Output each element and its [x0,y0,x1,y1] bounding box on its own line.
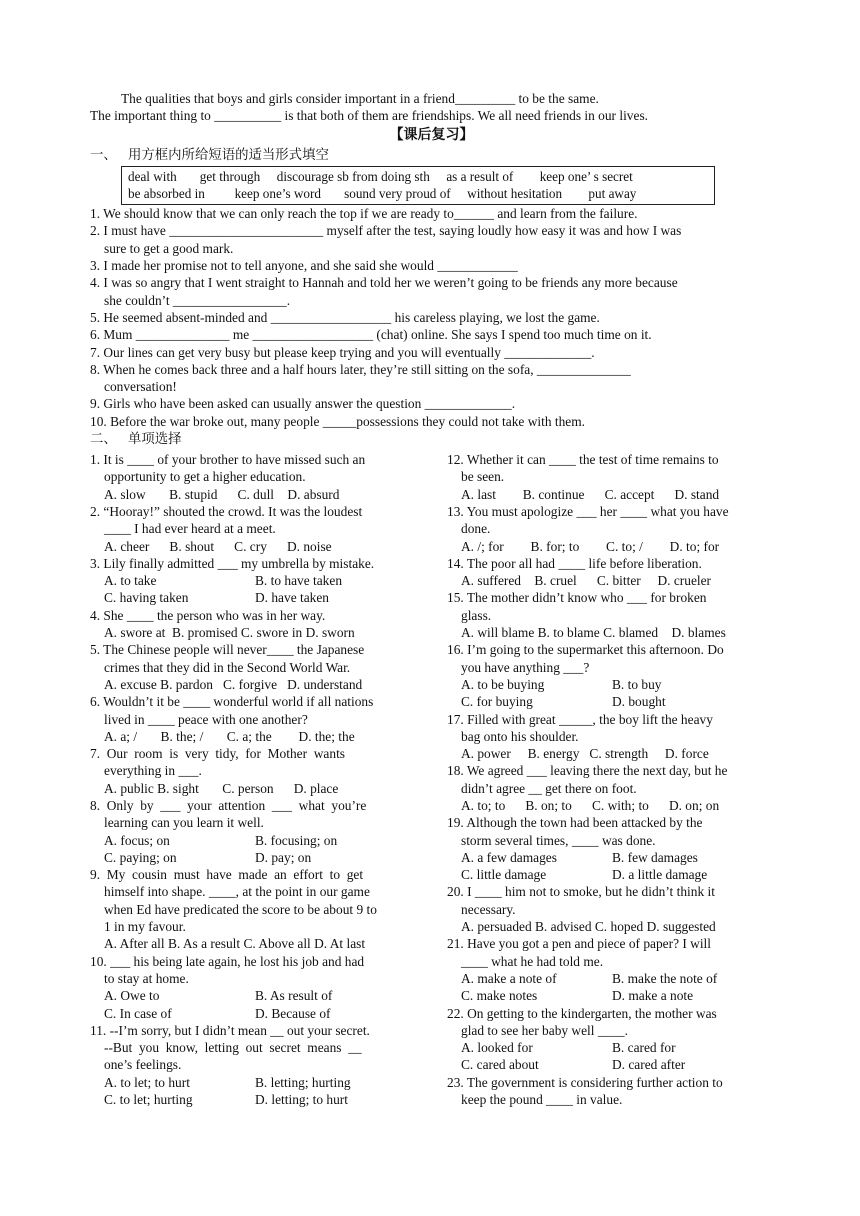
answer-options: A. last B. continue C. accept D. stand [461,486,720,502]
choice-question [447,1074,773,1109]
answer-option: C. to let; hurting [104,1092,193,1108]
fill-question [90,344,773,361]
question-stem: 4. She ____ the person who was in her way. [90,607,326,623]
answer-option: A. make a note of [461,970,557,986]
answer-option-row [90,832,416,849]
answer-options: A. /; for B. for; to C. to; / D. to; for [461,538,720,554]
answer-options: A. will blame B. to blame C. blamed D. blames [461,625,726,641]
answer-option-row [90,1091,416,1108]
question-stem: 8. Only by ___ your attention ___ what you’re [90,797,367,813]
fill-question [90,205,773,222]
answer-options: A. suffered B. cruel C. bitter D. crueler [461,573,712,589]
intro-line-2: The important thing to __________ is that both of them are friendships. We all need friends in our lives. [90,108,648,124]
answer-option: C. cared about [461,1057,539,1073]
choice-question [90,451,416,503]
page-title: 【课后复习】 [389,126,474,143]
answer-option: B. focusing; on [255,832,338,848]
question-stem: didn’t agree __ get there on foot. [461,780,637,796]
answer-option: B. to buy [612,676,662,692]
fill-question [90,395,773,412]
answer-options: A. public B. sight C. person D. place [104,780,339,796]
choice-question [447,589,773,641]
fill-question-text: 3. I made her promise not to tell anyone, and she said she would ____________ [90,258,518,274]
question-stem: storm several times, ____ was done. [461,832,656,848]
answer-option: C. make notes [461,988,538,1004]
question-stem: opportunity to get a higher education. [104,469,306,485]
answer-option: C. for buying [461,694,533,710]
choice-question [90,555,416,607]
question-stem: bag onto his shoulder. [461,728,579,744]
phrase: without hesitation [467,185,563,201]
fill-question-text: 9. Girls who have been asked can usually answer the question _____________. [90,396,516,412]
choice-columns [90,451,773,1108]
choice-question [447,762,773,814]
question-stem: 9. My cousin must have made an effort to get [90,867,364,883]
choice-question [447,883,773,935]
answer-option-row [90,987,416,1004]
fill-question-continuation: she couldn’t _________________. [104,292,291,308]
choice-question [447,555,773,590]
fill-question-continuation: conversation! [104,379,177,395]
answer-option: C. In case of [104,1005,172,1021]
answer-option: D. have taken [255,590,329,606]
phrase: deal with [128,168,177,184]
answer-options: A. cheer B. shout C. cry D. noise [104,538,332,554]
answer-option: A. to take [104,573,157,589]
phrase: be absorbed in [128,185,205,201]
answer-option-row [447,866,773,883]
worksheet-page [90,90,773,1108]
question-stem: one’s feelings. [104,1057,182,1073]
question-stem: to stay at home. [104,970,189,986]
choice-question [90,1022,416,1108]
answer-option: B. make the note of [612,970,718,986]
section1-heading [90,146,773,166]
fill-in-list [90,205,773,430]
question-stem: crimes that they did in the Second World War. [104,659,351,675]
phrase: discourage sb from doing sth [276,168,430,184]
answer-option: D. bought [612,694,666,710]
fill-question [90,326,773,343]
question-stem: 14. The poor all had ____ life before liberation. [447,555,702,571]
choice-question [90,745,416,797]
question-stem: 12. Whether it can ____ the test of time remains to [447,452,719,468]
question-stem: 5. The Chinese people will never____ the Japanese [90,642,365,658]
fill-question-text: 8. When he comes back three and a half hours later, they’re still sitting on the sofa, ______________ [90,361,631,377]
question-stem: when Ed have predicated the score to be about 9 to [104,901,377,917]
fill-question [90,257,773,274]
choice-question [90,953,416,1022]
question-stem: 17. Filled with great _____, the boy lift the heavy [447,711,713,727]
section1-title: 用方框内所给短语的适当形式填空 [128,147,329,163]
question-stem: 6. Wouldn’t it be ____ wonderful world if all nations [90,694,374,710]
question-stem: 23. The government is considering further action to [447,1074,723,1090]
answer-option: A. looked for [461,1040,533,1056]
choice-question [447,1005,773,1074]
answer-option-row [90,572,416,589]
fill-question [90,361,773,396]
question-stem: learning can you learn it well. [104,815,264,831]
question-stem: himself into shape. ____, at the point in our game [104,884,370,900]
answer-option: D. make a note [612,988,694,1004]
answer-option: B. letting; hurting [255,1074,351,1090]
section2-title: 单项选择 [128,432,182,448]
answer-option: D. letting; to hurt [255,1092,348,1108]
answer-option-row [447,987,773,1004]
choice-question [447,935,773,1004]
question-stem: lived in ____ peace with one another? [104,711,308,727]
question-stem: be seen. [461,469,505,485]
answer-option: A. focus; on [104,832,170,848]
phrase: put away [588,185,637,201]
fill-question [90,309,773,326]
question-stem: 1 in my favour. [104,919,186,935]
answer-option: A. to let; to hurt [104,1074,190,1090]
fill-question [90,413,773,430]
question-stem: 16. I’m going to the supermarket this afternoon. Do [447,642,724,658]
phrase: keep one’s word [234,185,322,201]
phrase: as a result of [446,168,514,184]
answer-option: B. cared for [612,1040,676,1056]
choice-question [90,607,416,642]
answer-option-row [447,693,773,710]
question-stem: 7. Our room is very tidy, for Mother wants [90,746,346,762]
fill-question-text: 2. I must have _______________________ myself after the test, saying loudly how easy it was and how I was [90,223,682,239]
answer-option-row [447,676,773,693]
question-stem: 15. The mother didn’t know who ___ for broken [447,590,707,606]
question-stem: 20. I ____ him not to smoke, but he didn’t think it [447,884,715,900]
choice-question [90,641,416,693]
question-stem: keep the pound ____ in value. [461,1092,623,1108]
answer-options: A. persuaded B. advised C. hoped D. suggested [461,919,716,935]
question-stem: 22. On getting to the kindergarten, the mother was [447,1005,717,1021]
answer-options: A. slow B. stupid C. dull D. absurd [104,486,340,502]
answer-options: A. power B. energy C. strength D. force [461,746,709,762]
choice-column-left [90,451,416,1108]
section2-heading [90,430,773,450]
fill-question-text: 4. I was so angry that I went straight to Hannah and told her we weren’t going to be friends any more because [90,275,678,291]
section1-number: 一、 [90,147,117,163]
question-stem: done. [461,521,491,537]
question-stem: glass. [461,607,492,623]
fill-question-text: 10. Before the war broke out, many people _____possessions they could not take with them. [90,413,585,429]
answer-option: D. Because of [255,1005,331,1021]
fill-question-text: 6. Mum ______________ me __________________ (chat) online. She says I spend too much time on it. [90,327,652,343]
answer-option: B. to have taken [255,573,343,589]
choice-question [447,503,773,555]
phrase: get through [199,168,261,184]
answer-option: A. a few damages [461,849,557,865]
answer-options: A. After all B. As a result C. Above all D. At last [104,936,366,952]
answer-option: C. having taken [104,590,189,606]
answer-option: D. pay; on [255,849,312,865]
question-stem: you have anything ___? [461,659,590,675]
answer-option-row [90,1005,416,1022]
question-stem: 21. Have you got a pen and piece of paper? I will [447,936,711,952]
answer-option-row [90,849,416,866]
choice-question [90,503,416,555]
answer-options: A. excuse B. pardon C. forgive D. understand [104,676,363,692]
fill-question [90,274,773,309]
answer-option: B. few damages [612,849,698,865]
intro-line-1: The qualities that boys and girls consider important in a friend_________ to be the same. [121,91,599,106]
question-stem: necessary. [461,901,516,917]
answer-option-row [447,970,773,987]
question-stem: ____ I had ever heard at a meet. [104,521,276,537]
choice-question [447,451,773,503]
phrase-box [121,166,715,206]
question-stem: 1. It is ____ of your brother to have missed such an [90,452,366,468]
answer-option: A. Owe to [104,988,160,1004]
question-stem: --But you know, letting out secret means __ [104,1040,362,1056]
phrase: keep one’ s secret [539,168,633,184]
fill-question [90,222,773,257]
question-stem: 10. ___ his being late again, he lost his job and had [90,953,365,969]
answer-option-row [447,1039,773,1056]
answer-option: C. little damage [461,867,547,883]
answer-option: D. cared after [612,1057,686,1073]
choice-question [90,797,416,866]
choice-question [447,641,773,710]
phrase: sound very proud of [344,185,451,201]
phrase-box-row-2 [128,185,708,202]
answer-options: A. to; to B. on; to C. with; to D. on; on [461,797,720,813]
answer-option-row [447,1056,773,1073]
question-stem: 2. “Hooray!” shouted the crowd. It was the loudest [90,503,363,519]
question-stem: 19. Although the town had been attacked by the [447,815,703,831]
question-stem: everything in ___. [104,763,202,779]
answer-option: A. to be buying [461,676,545,692]
fill-question-text: 5. He seemed absent-minded and __________________ his careless playing, we lost the game. [90,309,600,325]
fill-question-continuation: sure to get a good mark. [104,240,234,256]
answer-option-row [90,589,416,606]
choice-column-right [447,451,773,1108]
fill-question-text: 7. Our lines can get very busy but please keep trying and you will eventually _____________. [90,344,595,360]
answer-option: D. a little damage [612,867,708,883]
section2-number: 二、 [90,432,117,448]
answer-option: C. paying; on [104,849,177,865]
choice-question [90,866,416,952]
choice-question [447,814,773,883]
phrase-box-row-1 [128,168,708,185]
answer-option-row [90,1074,416,1091]
question-stem: 13. You must apologize ___ her ____ what you have [447,503,729,519]
question-stem: 18. We agreed ___ leaving there the next day, but he [447,763,728,779]
fill-question-text: 1. We should know that we can only reach the top if we are ready to______ and learn from the failure. [90,206,638,222]
answer-options: A. swore at B. promised C. swore in D. sworn [104,625,355,641]
answer-option-row [447,849,773,866]
question-stem: glad to see her baby well ____. [461,1022,628,1038]
question-stem: 11. --I’m sorry, but I didn’t mean __ out your secret. [90,1022,370,1038]
choice-question [447,711,773,763]
answer-option: B. As result of [255,988,333,1004]
question-stem: ____ what he had told me. [461,953,604,969]
choice-question [90,693,416,745]
answer-options: A. a; / B. the; / C. a; the D. the; the [104,728,355,744]
question-stem: 3. Lily finally admitted ___ my umbrella by mistake. [90,555,375,571]
